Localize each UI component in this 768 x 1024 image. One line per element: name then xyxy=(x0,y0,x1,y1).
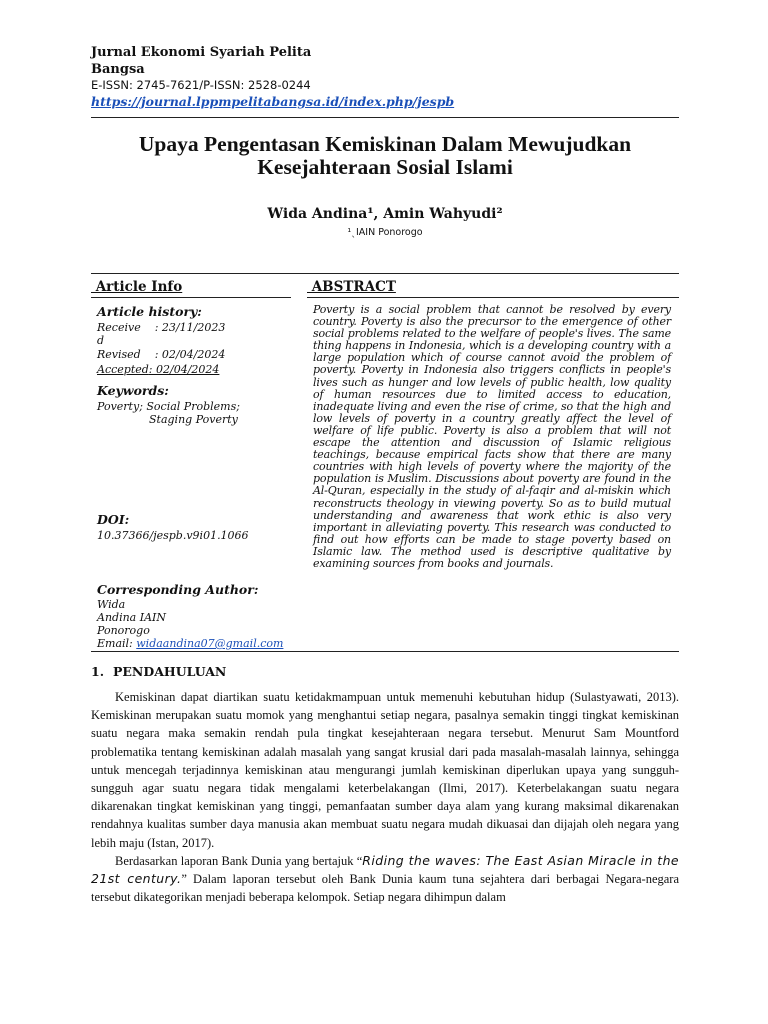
article-info-heading: Article Info xyxy=(91,279,183,295)
paragraph-2-rest: ” Dalam laporan tersebut oleh Bank Dunia kaum tuna sejahtera dari berbagai Negara-negara tersebut dikategorikan menjadi beberapa kelompok. Setiap negara dihimpun dalam xyxy=(91,872,679,905)
revised-label: Revised xyxy=(97,348,141,361)
email-row xyxy=(97,637,317,651)
corresponding-author-label: Corresponding Author: xyxy=(97,582,259,597)
accepted-label: Accepted xyxy=(97,363,149,376)
paragraph-2-start: Berdasarkan laporan Bank Dunia yang bertajuk “ xyxy=(115,853,363,868)
article-authors: Wida Andina¹, Amin Wahyudi² xyxy=(267,206,503,222)
article-title: Upaya Pengentasan Kemiskinan Dalam Mewujudkan Kesejahteraan Sosial Islami xyxy=(138,132,632,179)
doi-value[interactable]: 10.37366/jespb.v9i01.1066 xyxy=(97,529,249,542)
body-text xyxy=(91,688,679,906)
info-bottom-rule xyxy=(91,651,679,652)
section-number: 1. xyxy=(91,664,105,679)
author-affiliation: ¹ˎIAIN Ponorogo xyxy=(347,227,423,238)
accepted-row xyxy=(97,363,297,377)
abstract-heading: ABSTRACT xyxy=(307,279,396,295)
abstract-column-rule xyxy=(307,297,679,298)
journal-url-link[interactable]: https://journal.lppmpelitabangsa.id/index.php/jespb xyxy=(91,94,455,109)
doi-label: DOI: xyxy=(97,512,130,527)
email-label: Email: xyxy=(97,637,133,650)
header-rule xyxy=(91,117,679,118)
corresponding-author-line-2: Andina IAIN xyxy=(97,611,166,624)
journal-issn: E-ISSN: 2745-7621/P-ISSN: 2528-0244 xyxy=(91,78,311,92)
journal-name: Jurnal Ekonomi Syariah Pelita Bangsa xyxy=(91,45,312,77)
email-link[interactable]: widaandina07@gmail.com xyxy=(136,637,284,650)
accepted-value: : 02/04/2024 xyxy=(148,363,220,376)
section-title: PENDAHULUAN xyxy=(113,664,227,679)
section-heading xyxy=(91,664,226,679)
info-column-rule xyxy=(91,297,291,298)
received-label: Receive xyxy=(97,321,141,334)
received-value: : 23/11/2023 xyxy=(154,321,226,334)
keywords-line-1: Poverty; Social Problems; xyxy=(97,400,240,413)
abstract-text: Poverty is a social problem that cannot be resolved by every country. Poverty is also the precursor to the emergence of other social problems related to the welfare of people's lives. The same thing happens in Indonesia, which is a developing country with a large population which of course cannot avoid the problem of poverty. Poverty in Indonesia also triggers conflicts in people's lives such as hunger and low levels of public health, low quality of human resources due to limited access to education, inadequate living and even the rise of crime, so that the high and low levels of poverty in a country greatly affect the level of welfare of life public. Poverty is also a problem that will not escape the attention and discussion of Islamic religious teachings, because empirical facts show that there are many countries with high levels of poverty where the majority of the population is Muslim. Discussions about poverty are found in the Al-Quran, especially in the study of al-faqir and al-miskin which reconstructs theology in viewing poverty. So as to build mutual understanding and awareness that work ethic is also very important in alleviating poverty. This research was conducted to find out how efforts can be made to stage poverty based on Islamic law. The method used is descriptive qualitative by examining sources from books and journals. xyxy=(313,303,671,570)
revised-row xyxy=(97,348,297,362)
revised-value: : 02/04/2024 xyxy=(154,348,226,361)
received-wrap: d xyxy=(97,334,105,347)
info-top-rule xyxy=(91,273,679,274)
corresponding-author-line-1: Wida xyxy=(97,598,126,611)
history-label: Article history: xyxy=(97,304,202,319)
report-title: Riding the waves: The East Asian Miracle in the 21st century. xyxy=(91,852,679,887)
paragraph-2 xyxy=(91,852,679,907)
corresponding-author-line-3: Ponorogo xyxy=(97,624,150,637)
received-row xyxy=(97,321,297,335)
keywords-label: Keywords: xyxy=(97,383,169,398)
paragraph-1: Kemiskinan dapat diartikan suatu ketidakmampuan untuk memenuhi kebutuhan hidup (Sulastyawati, 2013). Kemiskinan merupakan suatu momok yang menghantui setiap negara, pasalnya semakin tinggi tingkat kemiskinan suatu negara maka semakin rendah pula tingkat kesejahteraan negara tersebut. Menurut Sam Mountford problematika tentang kemiskinan adalah masalah yang sangat krusial dari pada masalah-masalah lainnya, sehingga untuk mencegah terjadinnya kemiskinan atau mengurangi jumlah kemiskinan diperlukan upaya yang sungguh-sungguh agar suatu negara tidak mengalami keterbelakangan (Ilmi, 2017). Keterbelakangan suatu negara dikarenakan tingkat kemiskinan yang tinggi, pemanfaatan sumber daya alam yang kurang maksimal dikarenakan rendahnya kualitas sumber daya manusia akan membuat suatu negara mudah dikuasai dan dijajah oleh negara yang lebih maju (Istan, 2017). xyxy=(91,690,679,850)
keywords-line-2: Staging Poverty xyxy=(149,413,238,426)
